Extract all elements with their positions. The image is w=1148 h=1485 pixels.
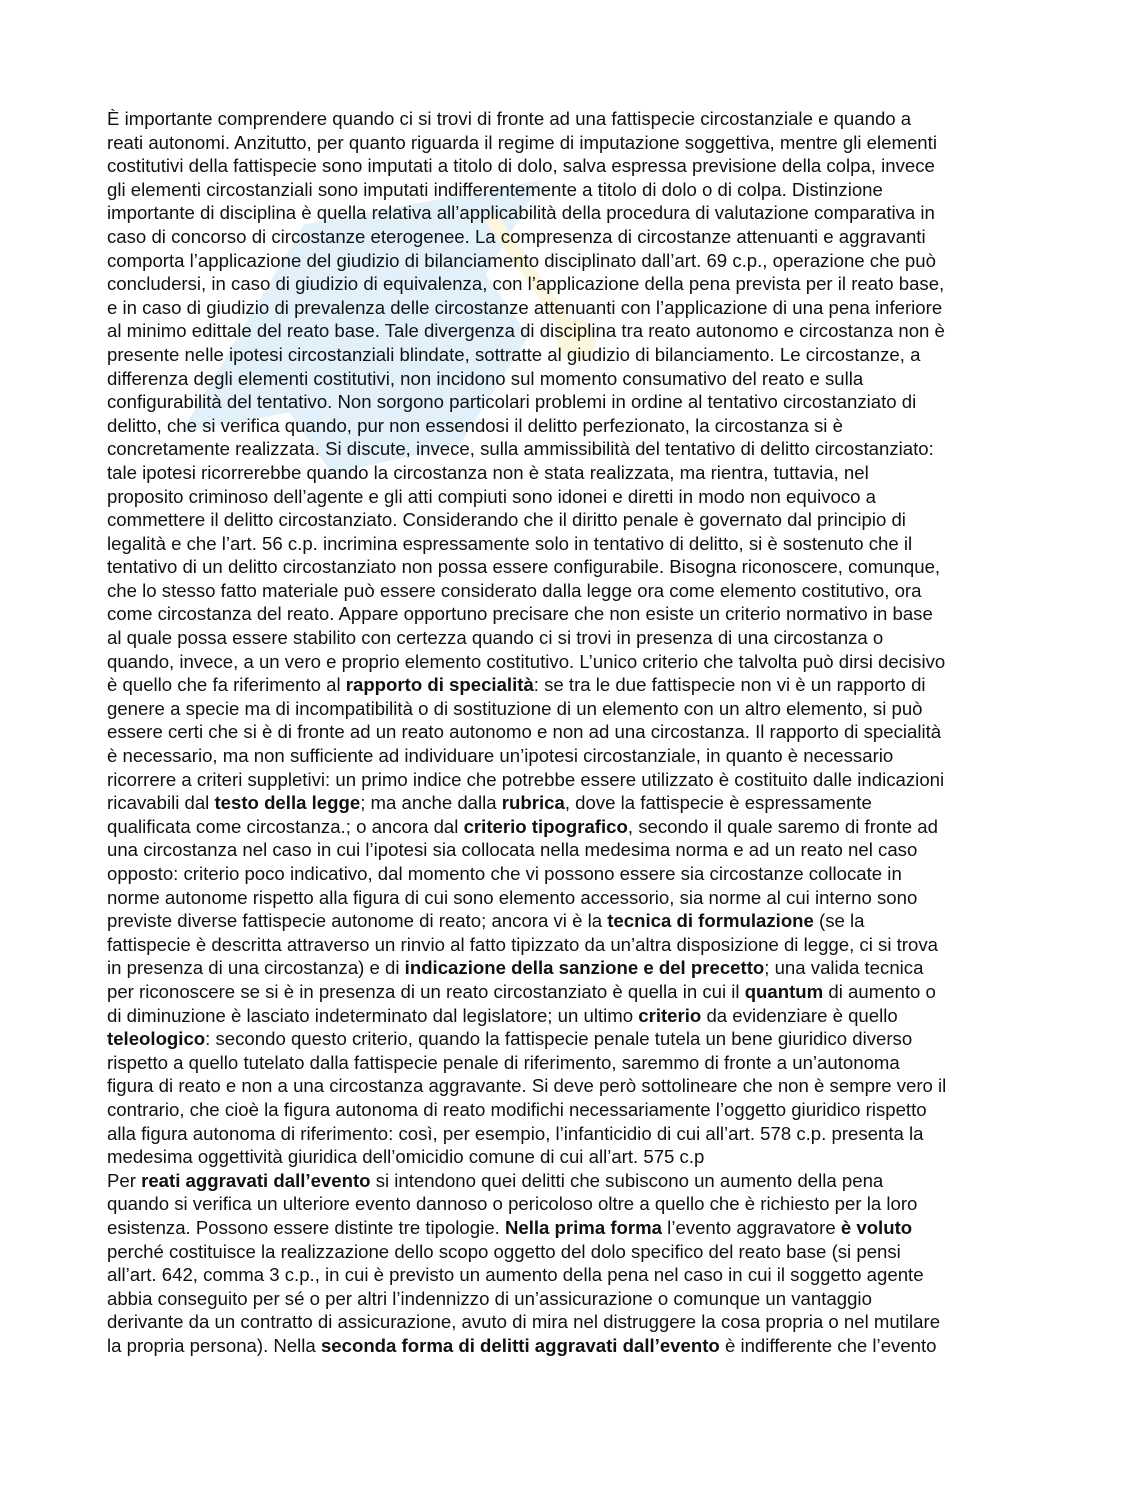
text-run: la propria persona). Nella xyxy=(107,1334,321,1356)
text-run: proposito criminoso dell’agente e gli atti compiuti sono idonei e diretti in modo non equivoco a xyxy=(107,485,876,507)
text-line xyxy=(107,838,1047,862)
text-line xyxy=(107,744,1047,768)
bold-text: rubrica xyxy=(501,792,565,814)
text-run: , dove la fattispecie è espressamente xyxy=(564,792,872,814)
bold-text: Nella prima forma xyxy=(504,1216,663,1238)
text-run: qualificata come circostanza.; o ancora dal xyxy=(107,815,464,837)
text-line xyxy=(107,532,1047,556)
text-run: tale ipotesi ricorrerebbe quando la circostanza non è stata realizzata, ma rientra, tuttavia, nel xyxy=(107,461,869,483)
bold-text: criterio tipografico xyxy=(463,815,628,837)
text-run: norme autonome rispetto alla figura di cui sono elemento accessorio, sia norme al cui interno sono xyxy=(107,886,918,908)
text-run: di diminuzione è lasciato indeterminato dal legislatore; un ultimo xyxy=(107,1004,639,1026)
text-run: abbia conseguito per sé o per altri l’indennizzo di un’assicurazione o comunque un vantaggio xyxy=(107,1287,872,1309)
text-line xyxy=(107,201,1047,225)
text-run: caso di concorso di circostanze eterogenee. La compresenza di circostanze attenuanti e aggravanti xyxy=(107,225,926,247)
text-line xyxy=(107,272,1047,296)
text-run: perché costituisce la realizzazione dello scopo oggetto del dolo specifico del reato base (si pensi xyxy=(107,1240,901,1262)
bold-text: reati aggravati dall’evento xyxy=(141,1169,371,1191)
bold-text: è voluto xyxy=(840,1216,913,1238)
text-line xyxy=(107,980,1047,1004)
text-run: alla figura autonoma di riferimento: così, per esempio, l’infanticidio di cui all’art. 578 c.p. presenta la xyxy=(107,1122,924,1144)
text-run: quando si verifica un ulteriore evento dannoso o pericoloso oltre a quello che è richiesto per la loro xyxy=(107,1193,918,1215)
text-line xyxy=(107,909,1047,933)
text-line xyxy=(107,1216,1047,1240)
text-run: reati autonomi. Anzitutto, per quanto riguarda il regime di imputazione soggettiva, mentre gli elementi xyxy=(107,131,937,153)
text-line xyxy=(107,933,1047,957)
text-line xyxy=(107,720,1047,744)
text-run: e in caso di giudizio di prevalenza delle circostanze attenuanti con l’applicazione di una pena inferiore xyxy=(107,296,943,318)
text-run: concludersi, in caso di giudizio di equivalenza, con l’applicazione della pena prevista per il reato base, xyxy=(107,273,945,295)
text-line xyxy=(107,414,1047,438)
text-line xyxy=(107,1098,1047,1122)
text-run: presente nelle ipotesi circostanziali blindate, sottratte al giudizio di bilanciamento. Le circostanze, a xyxy=(107,343,921,365)
text-line xyxy=(107,815,1047,839)
text-line xyxy=(107,225,1047,249)
text-run: , secondo il quale saremo di fronte ad xyxy=(627,815,938,837)
text-run: commettere il delitto circostanziato. Considerando che il diritto penale è governato dal principio di xyxy=(107,509,906,531)
text-line xyxy=(107,367,1047,391)
text-line xyxy=(107,1169,1047,1193)
text-run: che lo stesso fatto materiale può essere considerato dalla legge ora come elemento costitutivo, ora xyxy=(107,579,922,601)
text-line xyxy=(107,886,1047,910)
text-run: figura di reato e non a una circostanza aggravante. Si deve però sottolineare che non è sempre vero il xyxy=(107,1075,947,1097)
text-run: Per xyxy=(107,1169,142,1191)
text-line xyxy=(107,1051,1047,1075)
text-line xyxy=(107,1310,1047,1334)
text-run: (se la xyxy=(813,910,865,932)
text-run: medesima oggettività giuridica dell’omicidio comune di cui all’art. 575 c.p xyxy=(107,1146,705,1168)
text-line xyxy=(107,249,1047,273)
text-run: in presenza di una circostanza) e di xyxy=(107,957,405,979)
text-run: genere a specie ma di incompatibilità o di sostituzione di un elemento con un altro elemento, si può xyxy=(107,697,923,719)
text-run: all’art. 642, comma 3 c.p., in cui è previsto un aumento della pena nel caso in cui il soggetto agente xyxy=(107,1264,924,1286)
text-line xyxy=(107,1263,1047,1287)
text-run: come circostanza del reato. Appare opportuno precisare che non esiste un criterio normativo in base xyxy=(107,603,933,625)
text-line xyxy=(107,697,1047,721)
text-run: al minimo edittale del reato base. Tale divergenza di disciplina tra reato autonomo e circostanza non è xyxy=(107,320,945,342)
text-line xyxy=(107,1192,1047,1216)
text-line xyxy=(107,437,1047,461)
text-line xyxy=(107,555,1047,579)
text-line xyxy=(107,626,1047,650)
text-line xyxy=(107,343,1047,367)
text-run: delitto, che si verifica quando, pur non essendosi il delitto perfezionato, la circostanza si è xyxy=(107,414,843,436)
text-line xyxy=(107,791,1047,815)
text-run: di aumento o xyxy=(823,980,936,1002)
text-line xyxy=(107,1027,1047,1051)
text-run: derivante da un contratto di assicurazione, avuto di mira nel distruggere la cosa propria o nel mutilare xyxy=(107,1311,941,1333)
bold-text: testo della legge xyxy=(214,792,361,814)
bold-text: indicazione della sanzione e del precetto xyxy=(404,957,765,979)
text-run: : se tra le due fattispecie non vi è un rapporto di xyxy=(533,674,926,696)
text-run: ; una valida tecnica xyxy=(764,957,924,979)
text-line xyxy=(107,1122,1047,1146)
text-line xyxy=(107,862,1047,886)
text-run: ricorrere a criteri suppletivi: un primo indice che potrebbe essere utilizzato è costituito dalle indicazioni xyxy=(107,768,945,790)
text-line xyxy=(107,650,1047,674)
text-run: è necessario, ma non sufficiente ad individuare un’ipotesi circostanziale, in quanto è necessario xyxy=(107,745,894,767)
text-line xyxy=(107,390,1047,414)
text-run: fattispecie è descritta attraverso un rinvio al fatto tipizzato da un’altra disposizione di legge, ci si trova xyxy=(107,933,938,955)
bold-text: seconda forma di delitti aggravati dall’evento xyxy=(320,1334,720,1356)
text-run: opposto: criterio poco indicativo, dal momento che vi possono essere sia circostanze collocate in xyxy=(107,863,902,884)
text-line xyxy=(107,579,1047,603)
text-line xyxy=(107,461,1047,485)
text-run: contrario, che cioè la figura autonoma di reato modifichi necessariamente l’oggetto giuridico rispetto xyxy=(107,1098,927,1120)
text-line xyxy=(107,178,1047,202)
bold-text: quantum xyxy=(744,980,824,1002)
text-line xyxy=(107,1334,1047,1358)
text-run: importante di disciplina è quella relativa all’applicabilità della procedura di valutazione comparativa in xyxy=(107,202,935,224)
text-run: quando, invece, a un vero e proprio elemento costitutivo. L’unico criterio che talvolta può dirsi decisivo xyxy=(107,650,946,672)
text-run: l’evento aggravatore xyxy=(662,1216,841,1238)
bold-text: tecnica di formulazione xyxy=(607,910,814,932)
text-run: gli elementi circostanziali sono imputati indifferentemente a titolo di dolo o di colpa. Distinzione xyxy=(107,178,883,200)
text-run: costitutivi della fattispecie sono imputati a titolo di dolo, salva espressa previsione della colpa, invece xyxy=(107,155,935,177)
text-line xyxy=(107,956,1047,980)
text-line xyxy=(107,1145,1047,1169)
text-run: : secondo questo criterio, quando la fattispecie penale tutela un bene giuridico diverso xyxy=(205,1028,913,1050)
text-line xyxy=(107,1240,1047,1264)
text-line xyxy=(107,154,1047,178)
text-run: ; ma anche dalla xyxy=(360,792,502,814)
text-line xyxy=(107,107,1047,131)
bold-text: rapporto di specialità xyxy=(345,674,534,696)
text-line xyxy=(107,508,1047,532)
text-run: tentativo di un delitto circostanziato non possa essere configurabile. Bisogna riconoscere, comunque, xyxy=(107,556,941,578)
paragraph xyxy=(107,107,1047,1169)
text-line xyxy=(107,1074,1047,1098)
text-run: si intendono quei delitti che subiscono un aumento della pena xyxy=(370,1169,884,1191)
text-run: ricavabili dal xyxy=(107,792,215,814)
text-line xyxy=(107,296,1047,320)
text-run: è indifferente che l’evento xyxy=(719,1334,937,1356)
text-run: differenza degli elementi costitutivi, non incidono sul momento consumativo del reato e sulla xyxy=(107,367,864,389)
text-line xyxy=(107,131,1047,155)
text-run: essere certi che si è di fronte ad un reato autonomo e non ad una circostanza. Il rapporto di specialità xyxy=(107,721,942,743)
bold-text: criterio xyxy=(638,1004,702,1026)
text-line xyxy=(107,485,1047,509)
text-line xyxy=(107,768,1047,792)
bold-text: teleologico xyxy=(107,1028,206,1050)
text-run: È importante comprendere quando ci si trovi di fronte ad una fattispecie circostanziale e quando a xyxy=(107,108,912,129)
text-line xyxy=(107,602,1047,626)
text-run: rispetto a quello tutelato dalla fattispecie penale di riferimento, saremmo di fronte a un’autonoma xyxy=(107,1051,900,1073)
text-line xyxy=(107,319,1047,343)
text-run: è quello che fa riferimento al xyxy=(107,674,346,696)
text-run: da evidenziare è quello xyxy=(701,1004,898,1026)
text-run: una circostanza nel caso in cui l’ipotesi sia collocata nella medesima norma e ad un reato nel caso xyxy=(107,839,918,861)
text-run: previste diverse fattispecie autonome di reato; ancora vi è la xyxy=(107,910,608,932)
text-run: esistenza. Possono essere distinte tre tipologie. xyxy=(107,1216,505,1238)
paragraph xyxy=(107,1169,1047,1358)
text-line xyxy=(107,673,1047,697)
text-run: per riconoscere se si è in presenza di un reato circostanziato è quella in cui il xyxy=(107,980,745,1002)
text-line xyxy=(107,1004,1047,1028)
document-body xyxy=(107,107,1047,1357)
text-run: concretamente realizzata. Si discute, invece, sulla ammissibilità del tentativo di delitto circostanziato: xyxy=(107,438,934,460)
text-run: comporta l’applicazione del giudizio di bilanciamento disciplinato dall’art. 69 c.p., operazione che può xyxy=(107,249,936,271)
text-line xyxy=(107,1287,1047,1311)
text-run: al quale possa essere stabilito con certezza quando ci si trovi in presenza di una circostanza o xyxy=(107,627,884,649)
text-run: configurabilità del tentativo. Non sorgono particolari problemi in ordine al tentativo circostanziato di xyxy=(107,391,917,413)
text-run: legalità e che l’art. 56 c.p. incrimina espressamente solo in tentativo di delitto, si è sostenuto che il xyxy=(107,532,913,554)
